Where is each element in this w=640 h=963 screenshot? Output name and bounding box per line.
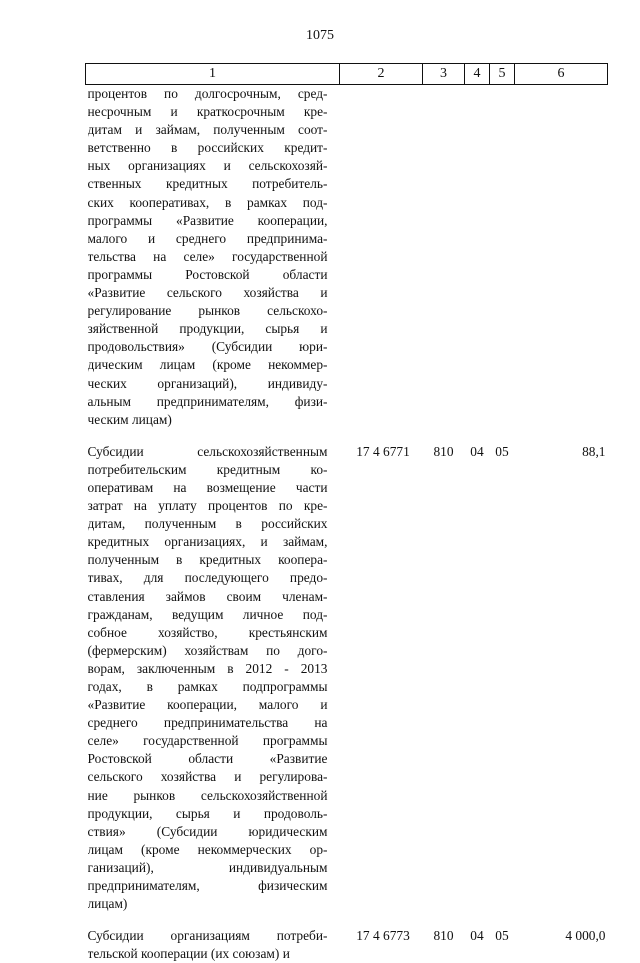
description-line: ворам, заключенным в 2012 - 2013 <box>88 660 328 678</box>
description-cell <box>86 927 340 963</box>
description-line: ствия» (Субсидии юридическим <box>88 823 328 841</box>
description-line: ветственно в российских кредит- <box>88 139 328 157</box>
description-line: собное хозяйство, крестьянским <box>88 624 328 642</box>
description-line: продукции, сырья и продоволь- <box>88 805 328 823</box>
spacer-cell <box>515 913 608 927</box>
row-spacer <box>86 429 608 443</box>
table-row <box>86 927 608 963</box>
amount-cell: 4 000,0 <box>515 927 608 963</box>
description-line: «Развитие сельского хозяйства и <box>88 284 328 302</box>
description-line: Субсидии организациям потреби- <box>88 927 328 945</box>
description-line: ганизаций), индивидуальным <box>88 859 328 877</box>
description-line: дитам и займам, полученным соот- <box>88 121 328 139</box>
description-line: годах, в рамках подпрограммы <box>88 678 328 696</box>
header-col-5: 5 <box>490 64 515 85</box>
subsection-cell: 05 <box>490 443 515 913</box>
description-line: ческих организаций), индивиду- <box>88 375 328 393</box>
description-line: тельства на селе» государственной <box>88 248 328 266</box>
description-line: лицам) <box>88 895 328 913</box>
section-cell: 04 <box>465 443 490 913</box>
description-line: программы Ростовской области <box>88 266 328 284</box>
header-col-3: 3 <box>423 64 465 85</box>
page-number: 1075 <box>0 28 640 44</box>
description-line: «Развитие кооперации, малого и <box>88 696 328 714</box>
description-line: ставления займов своим членам- <box>88 588 328 606</box>
description-line: дитам, полученным в российских <box>88 515 328 533</box>
header-col-2: 2 <box>340 64 423 85</box>
description-cell <box>86 85 340 429</box>
description-line: регулирование рынков сельскохо- <box>88 302 328 320</box>
description-line: ческим лицам) <box>88 411 328 429</box>
description-line: Субсидии сельскохозяйственным <box>88 443 328 461</box>
table-header <box>86 64 608 85</box>
table-body <box>86 85 608 963</box>
description-line: зяйственной продукции, сырья и <box>88 320 328 338</box>
spacer-cell <box>423 429 465 443</box>
spacer-cell <box>465 913 490 927</box>
amount-cell: 88,1 <box>515 443 608 913</box>
description-line: дическим лицам (кроме некоммер- <box>88 356 328 374</box>
description-line: кредитных организациях, и займам, <box>88 533 328 551</box>
header-col-6: 6 <box>515 64 608 85</box>
spacer-cell <box>490 429 515 443</box>
description-line: сельского хозяйства и регулирова- <box>88 768 328 786</box>
description-cell <box>86 443 340 913</box>
description-line: продовольствия» (Субсидии юри- <box>88 338 328 356</box>
expense-type-cell: 810 <box>423 927 465 963</box>
spacer-cell <box>465 429 490 443</box>
budget-table <box>85 63 608 963</box>
description-line: полученным в кредитных коопера- <box>88 551 328 569</box>
description-line: процентов по долгосрочным, сред- <box>88 85 328 103</box>
description-line: ние рынков сельскохозяйственной <box>88 787 328 805</box>
description-line: Ростовской области «Развитие <box>88 750 328 768</box>
expense-type-cell <box>423 85 465 429</box>
spacer-cell <box>423 913 465 927</box>
target-code-cell: 17 4 6771 <box>340 443 423 913</box>
subsection-cell <box>490 85 515 429</box>
description-line: тельской кооперации (их союзам) и <box>88 945 328 963</box>
section-cell: 04 <box>465 927 490 963</box>
spacer-cell <box>86 429 340 443</box>
row-spacer <box>86 913 608 927</box>
description-line: программы «Развитие кооперации, <box>88 212 328 230</box>
description-line: оперативам на возмещение части <box>88 479 328 497</box>
spacer-cell <box>86 913 340 927</box>
description-line: альным предпринимателям, физи- <box>88 393 328 411</box>
description-line: тивах, для последующего предо- <box>88 569 328 587</box>
subsection-cell: 05 <box>490 927 515 963</box>
header-col-4: 4 <box>465 64 490 85</box>
description-line: несрочным и краткосрочным кре- <box>88 103 328 121</box>
spacer-cell <box>490 913 515 927</box>
header-col-1: 1 <box>86 64 340 85</box>
description-line: ных организациях и сельскохозяй- <box>88 157 328 175</box>
target-code-cell: 17 4 6773 <box>340 927 423 963</box>
description-line: потребительским кредитным ко- <box>88 461 328 479</box>
expense-type-cell: 810 <box>423 443 465 913</box>
table-row <box>86 443 608 913</box>
description-line: затрат на уплату процентов по кре- <box>88 497 328 515</box>
description-line: селе» государственной программы <box>88 732 328 750</box>
description-line: лицам (кроме некоммерческих ор- <box>88 841 328 859</box>
description-line: среднего предпринимательства на <box>88 714 328 732</box>
spacer-cell <box>340 429 423 443</box>
description-line: малого и среднего предпринима- <box>88 230 328 248</box>
section-cell <box>465 85 490 429</box>
description-line: ских кооперативах, в рамках под- <box>88 194 328 212</box>
spacer-cell <box>340 913 423 927</box>
description-line: гражданам, ведущим личное под- <box>88 606 328 624</box>
amount-cell <box>515 85 608 429</box>
description-line: предпринимателям, физическим <box>88 877 328 895</box>
header-row <box>86 64 608 85</box>
description-line: (фермерским) хозяйствам по дого- <box>88 642 328 660</box>
table-row <box>86 85 608 429</box>
description-line: ственных кредитных потребитель- <box>88 175 328 193</box>
spacer-cell <box>515 429 608 443</box>
target-code-cell <box>340 85 423 429</box>
